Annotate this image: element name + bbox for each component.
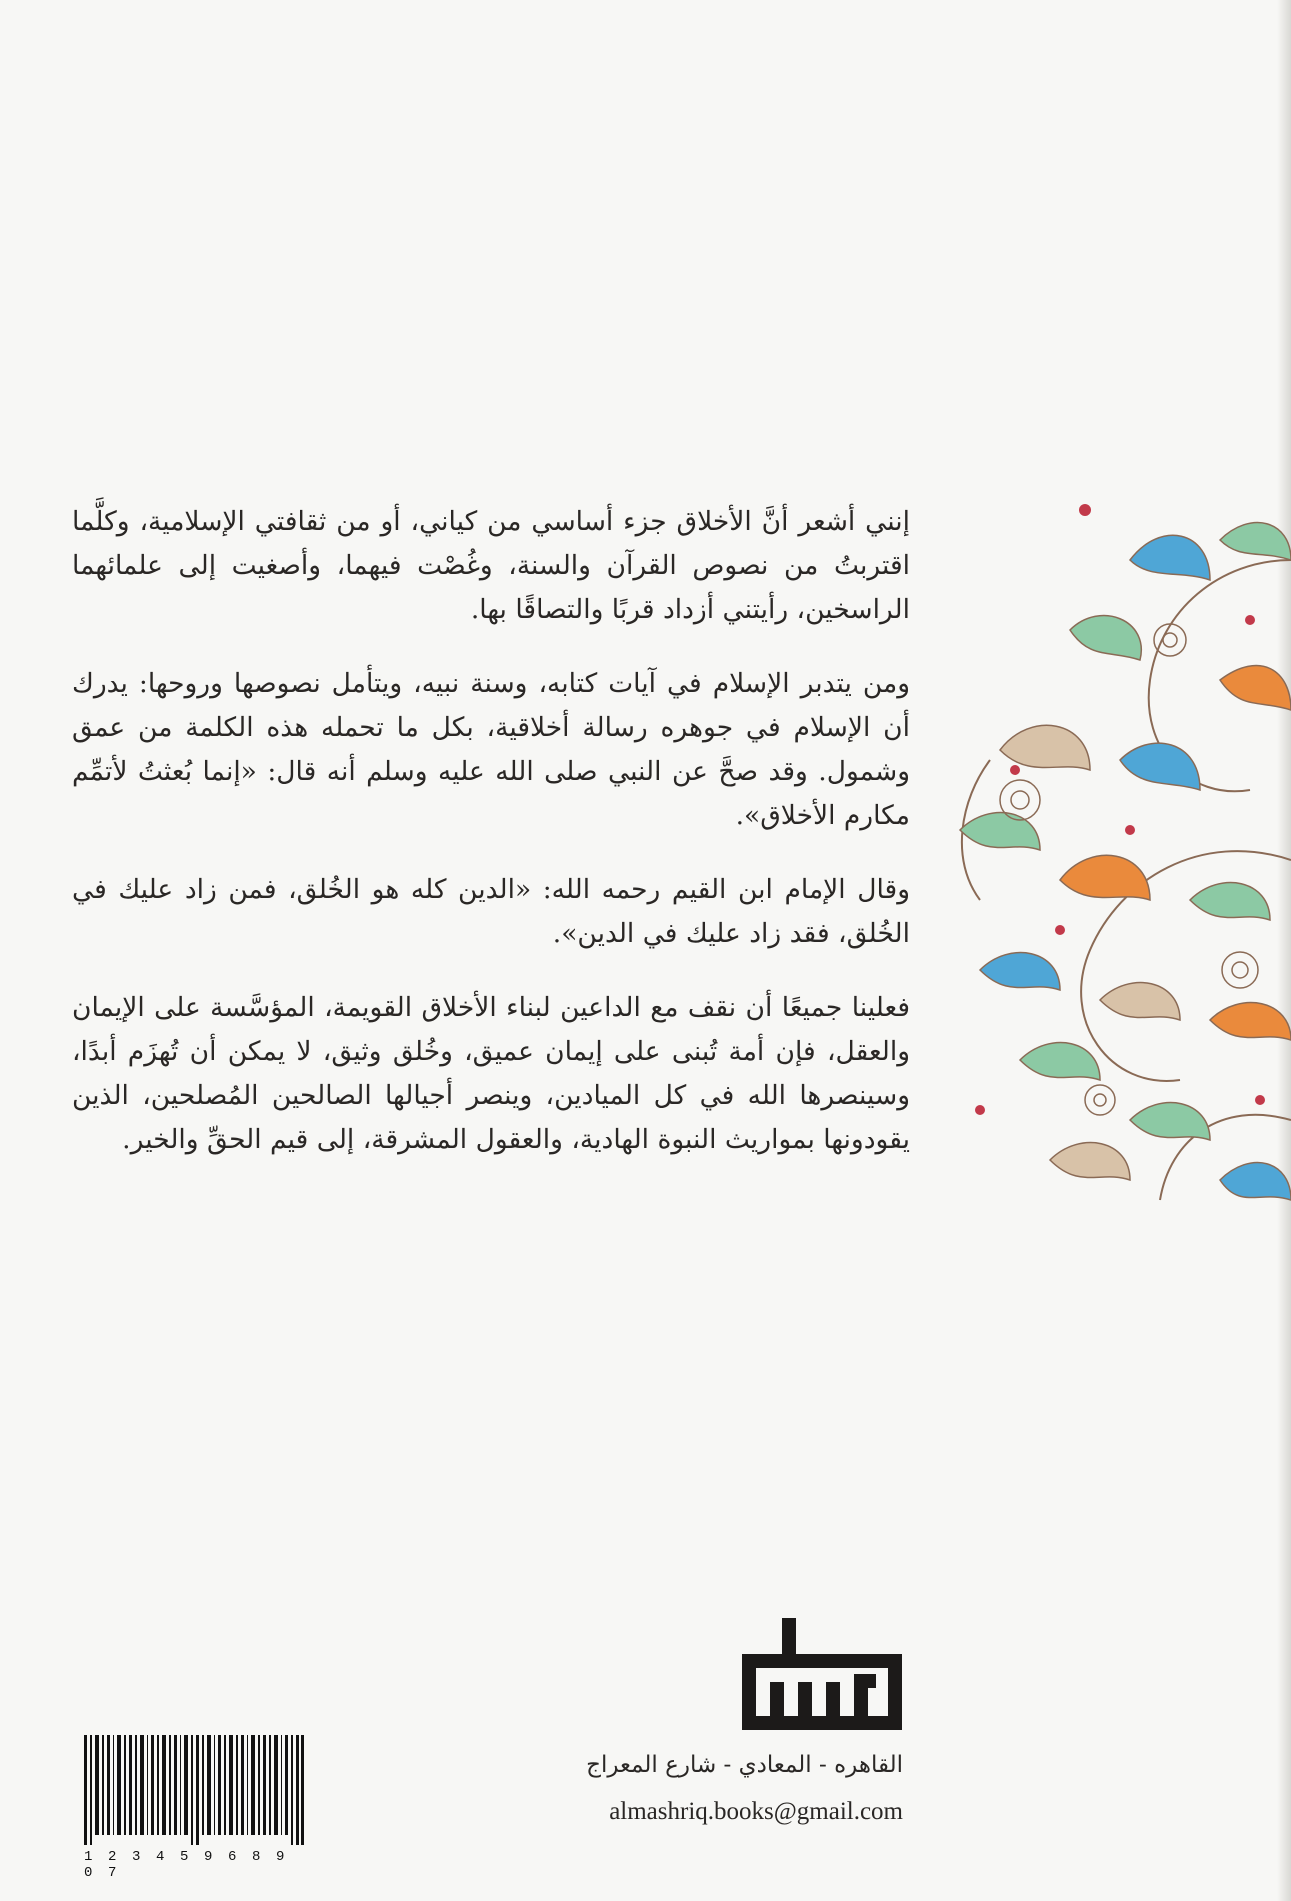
publisher-address: القاهره - المعادي - شارع المعراج	[586, 1752, 903, 1778]
paragraph-2: ومن يتدبر الإسلام في آيات كتابه، وسنة نبيه، ويتأمل نصوصها وروحها: يدرك أن الإسلام في جوهره رسالة أخلاقية، بكل ما تحمله هذه الكلمة من عمق وشمول. وقد صحَّ عن النبي صلى الله عليه وسلم أنه قال: «إنما بُعثتُ لأتمِّم مكارم الأخلاق».	[72, 668, 910, 831]
publisher-email: almashriq.books@gmail.com	[609, 1798, 903, 1825]
paragraph-3: وقال الإمام ابن القيم رحمه الله: «الدين كله هو الخُلق، فمن زاد عليك في الخُلق، فقد زاد عليك في الدين».	[72, 874, 910, 949]
almashriq-logo	[742, 1618, 902, 1732]
back-cover-text	[72, 500, 910, 1192]
barcode-digits: 1 2 3 4 5 9 6 8 9 0 7	[84, 1849, 289, 1881]
barcode	[84, 1735, 304, 1883]
paragraph-4: فعلينا جميعًا أن نقف مع الداعين لبناء الأخلاق القويمة، المؤسَّسة على الإيمان والعقل، فإن أمة تُبنى على إيمان عميق، وخُلق وثيق، لا يمكن أن تُهزَم أبدًا، وسينصرها الله في كل الميادين، وينصر أجيالها الصالحين المُصلحين، الذين يقودونها بمواريث النبوة الهادية، والعقول المشرقة، إلى قيم الحقِّ والخير.	[72, 992, 910, 1155]
barcode-bars	[84, 1735, 304, 1845]
arabesque-ornament	[920, 500, 1291, 1240]
paragraph-1: إنني أشعر أنَّ الأخلاق جزء أساسي من كياني، أو من ثقافتي الإسلامية، وكلَّما اقتربتُ من نصوص القرآن والسنة، وغُصْت فيهما، وأصغيت إلى علمائهما الراسخين، رأيتني أزداد قربًا والتصاقًا بها.	[72, 506, 910, 625]
